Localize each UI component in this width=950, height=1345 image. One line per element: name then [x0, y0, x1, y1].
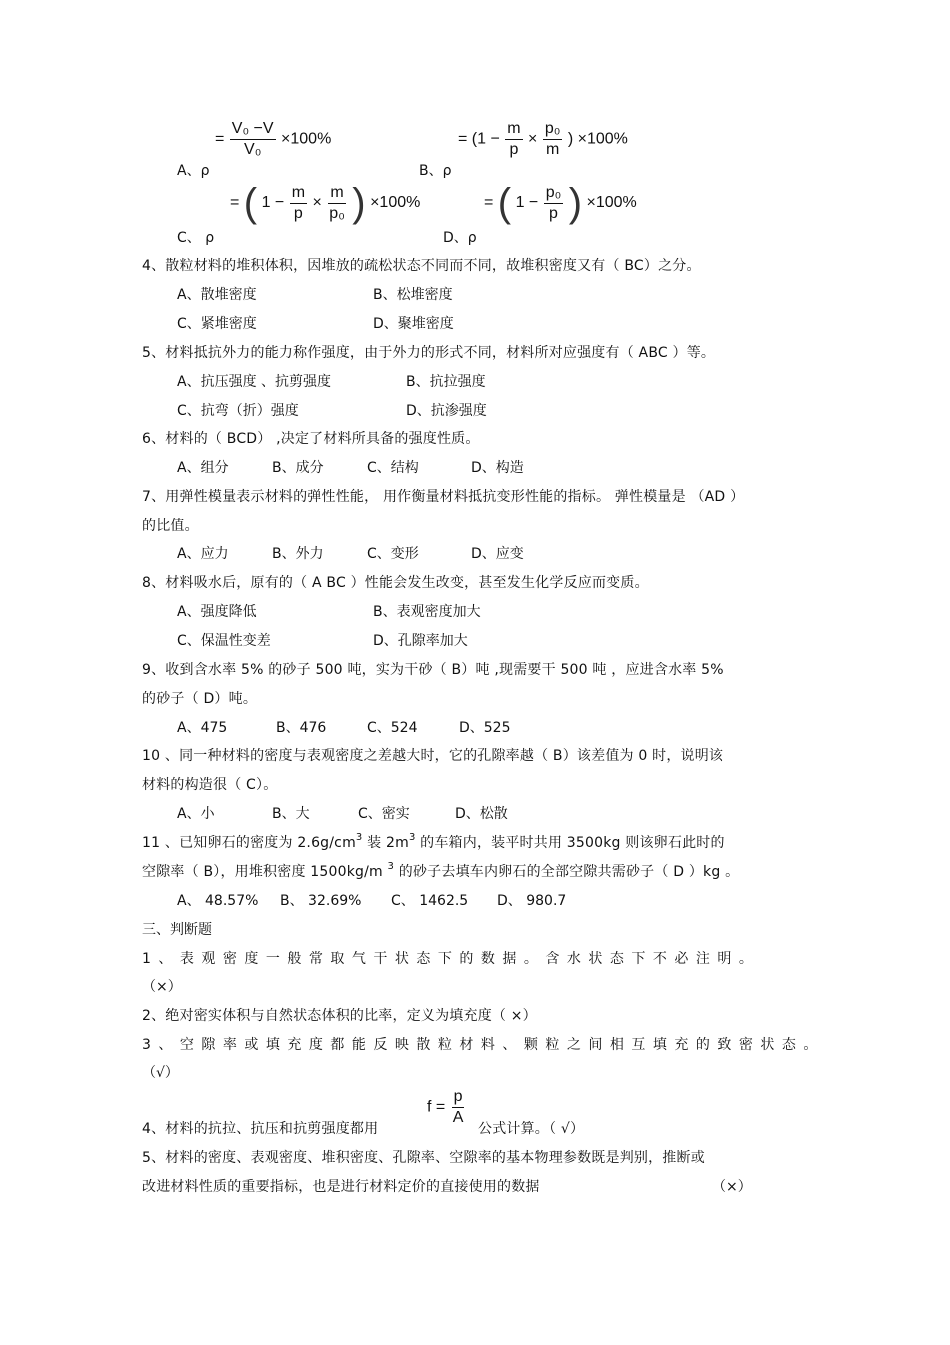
q4-option-d: D、聚堆密度	[373, 316, 454, 332]
q5-stem: 5、材料抵抗外力的能力称作强度，由于外力的形式不同，材料所对应强度有（ ABC ）等。	[142, 345, 716, 361]
q11-option-b: B、 32.69%	[280, 893, 362, 909]
option-c-label: C、 ρ	[177, 230, 215, 246]
q4-option-c: C、紧堆密度	[177, 316, 257, 332]
q8-option-d: D、孔隙率加大	[373, 633, 468, 649]
q6-stem: 6、材料的（ BCD） ,决定了材料所具备的强度性质。	[142, 431, 480, 447]
q8-option-b: B、表观密度加大	[373, 604, 481, 620]
q5-option-d: D、抗渗强度	[406, 403, 487, 419]
q4-option-b: B、松堆密度	[373, 287, 453, 303]
q11-option-d: D、 980.7	[497, 893, 567, 909]
q5-option-c: C、抗弯（折）强度	[177, 403, 299, 419]
judge-4-pre: 4、材料的抗拉、抗压和抗剪强度都用	[142, 1121, 379, 1137]
q8-option-a: A、强度降低	[177, 604, 257, 620]
q11-stem-line-1: 11 、已知卵石的密度为 $2.6g/cm^3$ 装 $2m^3$ 的车箱内，装平时共用 3500kg 则该卵石此时的	[142, 832, 725, 851]
section-title: 三、判断题	[142, 922, 212, 938]
q7-stem-line-2: 的比值。	[142, 518, 199, 534]
formula-d: = ( 1 − $\frac{\text{p₀}}{p}$ ) ×100%	[484, 181, 637, 225]
q7-option-c: C、变形	[367, 546, 419, 562]
q11-stem-line-2: 空隙率（ B），用堆积密度 1500kg/m $^3$ 的砂子去填车内卵石的全部空隙共需砂子（ D ）kg 。	[142, 861, 740, 880]
q11-option-a: A、 48.57%	[177, 893, 259, 909]
q8-option-c: C、保温性变差	[177, 633, 271, 649]
q10-option-d: D、松散	[455, 806, 508, 822]
q10-option-c: C、密实	[358, 806, 410, 822]
q10-stem-line-1: 10 、同一种材料的密度与表观密度之差越大时，它的孔隙率越（ B）该差值为 0 时，说明该	[142, 748, 724, 764]
q9-option-c: C、524	[367, 720, 418, 736]
q6-option-d: D、构造	[471, 460, 524, 476]
q9-stem-line-2: 的砂子（ D）吨。	[142, 691, 258, 707]
judge-5-line-1: 5、材料的密度、表观密度、堆积密度、孔隙率、空隙率的基本物理参数既是判别，推断或	[142, 1150, 705, 1166]
q10-option-b: B、大	[272, 806, 310, 822]
q6-option-c: C、结构	[367, 460, 419, 476]
formula-a: = $\frac{\text{V₀ −V}}{\text{V₀}}$ ×100%	[215, 120, 332, 158]
q5-option-b: B、抗拉强度	[406, 374, 486, 390]
judge-1-line-1: 1、表观密度一般常取气干状态下的数据。含水状态下不必注明。	[142, 951, 761, 967]
q9-option-a: A、475	[177, 720, 228, 736]
q4-option-a: A、散堆密度	[177, 287, 257, 303]
judge-1-line-2: （×）	[142, 979, 182, 995]
q10-option-a: A、小	[177, 806, 215, 822]
judge-3-line-1: 3、空隙率或填充度都能反映散粒材料、颗粒之间相互填充的致密状态。	[142, 1037, 825, 1053]
q7-stem-line-1: 7、用弹性模量表示材料的弹性性能， 用作衡量材料抵抗变形性能的指标。 弹性模量是 （AD ）	[142, 489, 745, 505]
q7-option-d: D、应变	[471, 546, 524, 562]
judge-4-post: 公式计算。（ √）	[478, 1121, 585, 1137]
q9-option-b: B、476	[276, 720, 327, 736]
q7-option-b: B、外力	[272, 546, 324, 562]
fraction: $\frac{\text{V₀ −V}}{\text{V₀}}$	[231, 120, 274, 158]
option-a-label: A、ρ	[177, 163, 210, 179]
q11-option-c: C、 1462.5	[391, 893, 469, 909]
q7-option-a: A、应力	[177, 546, 229, 562]
judge-3-line-2: （√）	[142, 1065, 179, 1081]
q5-option-a: A、抗压强度 、抗剪强度	[177, 374, 332, 390]
judge-5-line-2: 改进材料性质的重要指标，也是进行材料定价的直接使用的数据	[142, 1179, 540, 1195]
q10-stem-line-2: 材料的构造很（ C）。	[142, 777, 278, 793]
q8-stem: 8、材料吸水后，原有的（ A BC ）性能会发生改变，甚至发生化学反应而变质。	[142, 575, 649, 591]
q9-option-d: D、525	[459, 720, 511, 736]
formula-c: = ( 1 − $\frac{m}{p}$ × $\frac{m}{\text{p₀}}$ ) ×100%	[230, 181, 421, 225]
option-b-label: B、ρ	[419, 163, 452, 179]
q6-option-b: B、成分	[272, 460, 324, 476]
q4-stem: 4、散粒材料的堆积体积，因堆放的疏松状态不同而不同，故堆积密度又有（ BC）之分。	[142, 258, 701, 274]
q9-stem-line-1: 9、收到含水率 5% 的砂子 500 吨，实为干砂（ B）吨 ,现需要干 500 吨 ，应进含水率 5%	[142, 662, 724, 678]
judge-5-mark: （×）	[712, 1179, 752, 1195]
judge-2: 2、绝对密实体积与自然状态体积的比率，定义为填充度（ ×）	[142, 1008, 537, 1024]
formula-b: = (1 − $\frac{m}{p}$ × $\frac{\text{p₀}}{m}$ ) ×100%	[458, 120, 628, 158]
judge-4-formula: f = $\frac{p}{A}$	[427, 1088, 464, 1126]
q6-option-a: A、组分	[177, 460, 229, 476]
option-d-label: D、ρ	[443, 230, 477, 246]
